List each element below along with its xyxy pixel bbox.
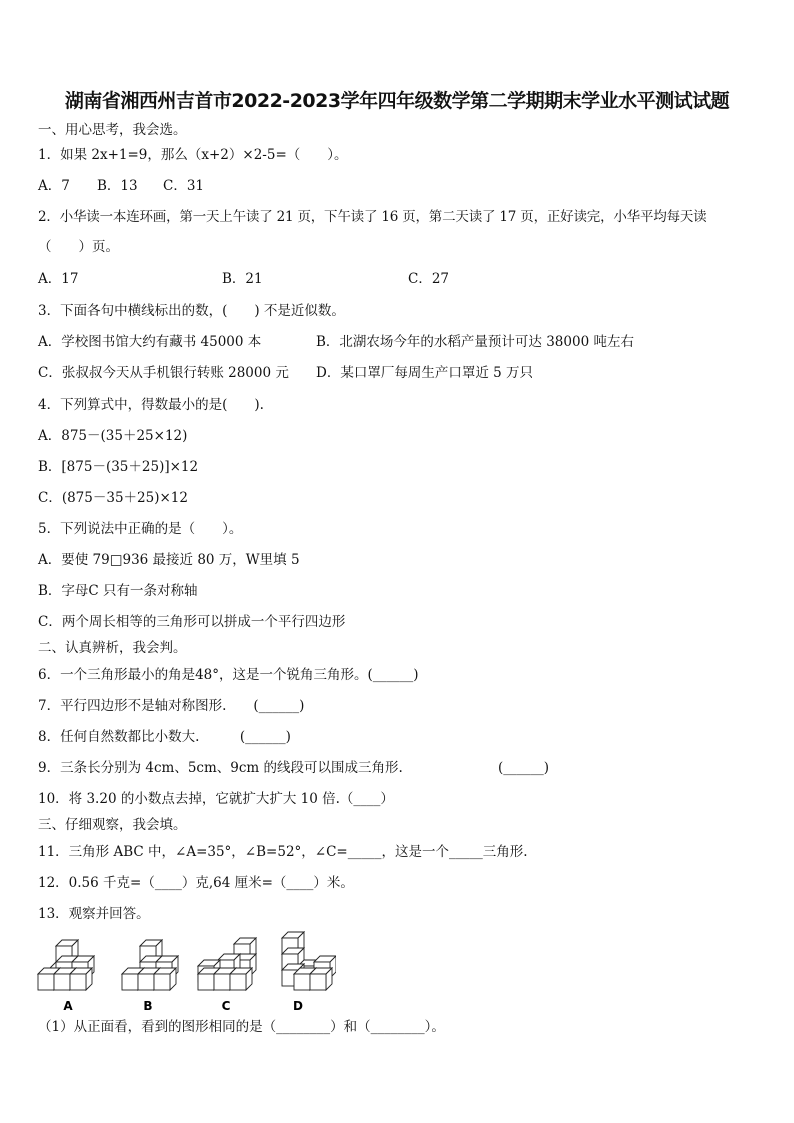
q4-option-c: C．(875－35＋25)×12 [38,490,188,506]
judge-question-6: 6．一个三角形最小的角是48°，这是一个锐角三角形。(______) [38,667,419,683]
judge-question-10: 10．将 3.20 的小数点去掉，它就扩大扩大 10 倍.（____） [38,791,394,807]
judge-question-9: 9．三条长分别为 4cm、5cm、9cm 的线段可以围成三角形. [38,760,403,776]
question-1: 1．如果 2x+1=9，那么（x+2）×2-5=（ ）。 [38,147,348,163]
sub-question-1: （1）从正面看，看到的图形相同的是（________）和（________）。 [38,1019,445,1035]
figure-b [122,940,178,990]
q1-option-b: B．13 [97,178,138,194]
q4-option-a: A．875－(35＋25×12) [38,428,188,444]
judge-question-8: 8．任何自然数都比小数大. (______) [38,729,291,745]
figure-d [282,932,336,990]
fill-question-12: 12．0.56 千克=（____）克,64 厘米=（____）米。 [38,875,354,891]
figure-label-c: C [221,999,231,1013]
q3-option-d: D．某口罩厂每周生产口罩近 5 万只 [316,365,533,381]
figure-label-a: A [63,999,73,1013]
q1-option-c: C．31 [163,178,205,194]
figure-c [198,938,256,990]
q3-option-c: C．张叔叔今天从手机银行转账 28000 元 [38,365,289,381]
question-2-line-1: 2．小华读一本连环画，第一天上午读了 21 页，下午读了 16 页，第二天读了 17 页，正好读完，小华平均每天读 [38,209,707,225]
question-3: 3．下面各句中横线标出的数，( ) 不是近似数。 [38,303,345,319]
figure-label-b: B [143,999,153,1013]
section-heading-3: 三、仔细观察，我会填。 [38,817,187,833]
question-2-line-2: （ ）页。 [38,239,119,255]
q4-option-b: B．[875－(35＋25)]×12 [38,459,199,475]
page-title: 湖南省湘西州吉首市2022-2023学年四年级数学第二学期期末学业水平测试试题 [64,90,730,112]
q2-option-c: C．27 [408,271,450,287]
q5-option-b: B．字母C 只有一条对称轴 [38,583,198,599]
q1-option-a: A．7 [38,178,70,194]
fill-question-13: 13．观察并回答。 [38,906,150,922]
question-4: 4．下列算式中，得数最小的是( ). [38,397,264,413]
judge-question-7: 7．平行四边形不是轴对称图形. (______) [38,698,305,714]
section-heading-2: 二、认真辨析，我会判。 [38,640,187,656]
q5-option-a: A．要使 79□936 最接近 80 万，W里填 5 [38,552,300,568]
figure-a [38,940,94,990]
q3-option-b: B．北湖农场今年的水稻产量预计可达 38000 吨左右 [316,334,634,350]
section-heading-1: 一、用心思考，我会选。 [38,122,187,138]
q3-option-a: A．学校图书馆大约有藏书 45000 本 [38,334,262,350]
cube-figures [36,928,336,1018]
judge-question-9-blank: (______) [498,760,550,776]
figure-label-d: D [293,999,303,1013]
question-5: 5．下列说法中正确的是（ ）。 [38,521,243,537]
q2-option-b: B．21 [222,271,263,287]
fill-question-11: 11．三角形 ABC 中，∠A=35°，∠B=52°，∠C=_____，这是一个_____三角形. [38,844,528,860]
q2-option-a: A．17 [38,271,79,287]
q5-option-c: C．两个周长相等的三角形可以拼成一个平行四边形 [38,614,346,630]
